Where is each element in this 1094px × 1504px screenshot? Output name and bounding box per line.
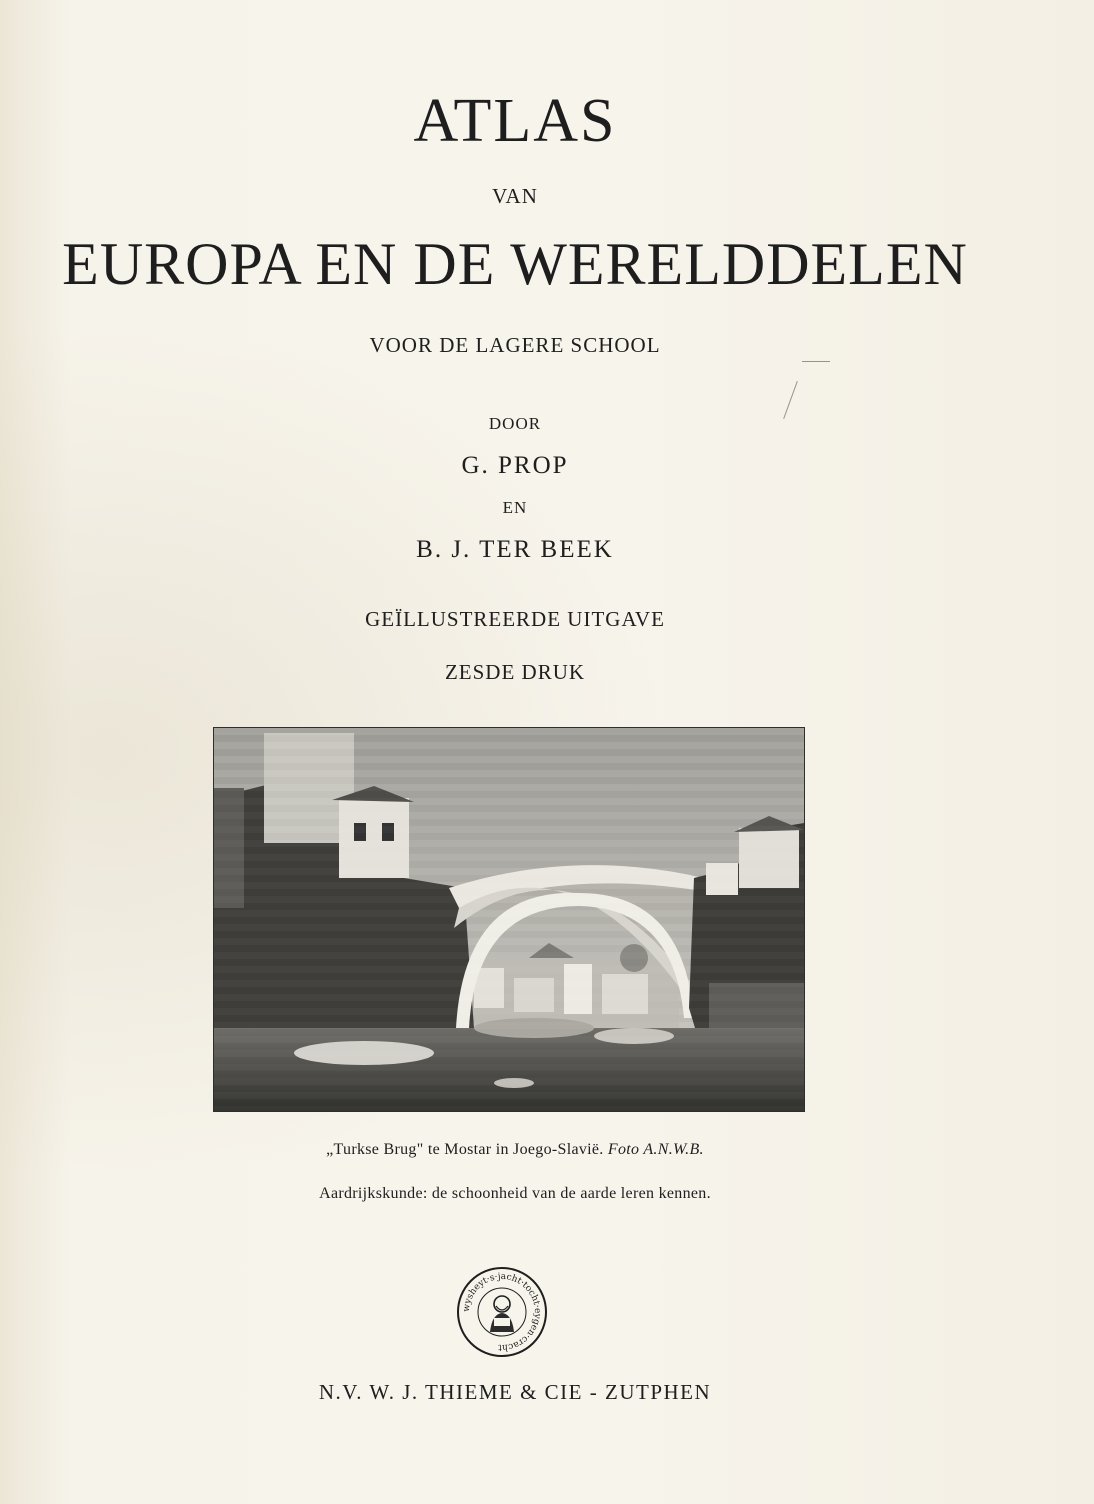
caption-text: „Turkse Brug" te Mostar in Joego-Slavië. <box>326 1141 604 1158</box>
bridge-photo <box>213 727 805 1112</box>
publisher: N.V. W. J. THIEME & CIE - ZUTPHEN <box>318 1380 712 1404</box>
title-van: VAN <box>492 184 538 208</box>
author-prop: G. PROP <box>461 452 569 479</box>
title-main: EUROPA EN DE WERELDDELEN <box>62 231 968 297</box>
subtitle: VOOR DE LAGERE SCHOOL <box>369 333 661 357</box>
print-label: ZESDE DRUK <box>444 660 586 684</box>
caption-credit: Foto A.N.W.B. <box>607 1141 704 1158</box>
photo-caption <box>0 1141 1030 1159</box>
and-label: EN <box>502 498 528 517</box>
author-ter-beek: B. J. TER BEEK <box>416 536 614 563</box>
edition-label: GEÏLLUSTREERDE UITGAVE <box>365 607 665 631</box>
svg-text:wysheyt·s·jacht·tocht·eygen·cr: wysheyt·s·jacht·tocht·eygen·cracht <box>461 1271 543 1353</box>
paper-mark <box>802 361 830 362</box>
motto: Aardrijkskunde: de schoonheid van de aarde leren kennen. <box>319 1185 711 1202</box>
publisher-seal-icon <box>456 1266 548 1358</box>
by-label: DOOR <box>488 414 542 433</box>
title-atlas: ATLAS <box>413 87 617 155</box>
mostar-bridge-image <box>214 728 804 1111</box>
